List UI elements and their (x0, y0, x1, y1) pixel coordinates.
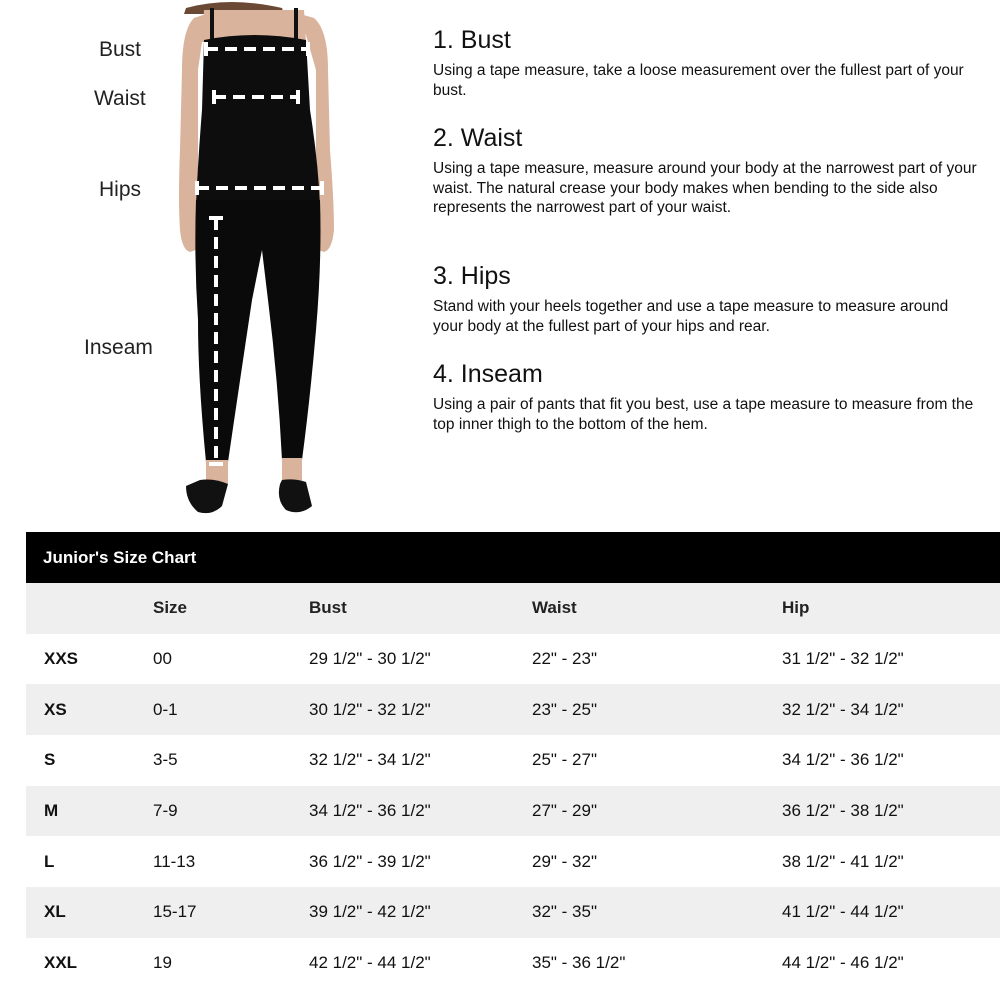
waist-cell: 29" - 32" (532, 851, 597, 871)
instruction-title: 2. Waist (433, 124, 523, 152)
hip-cell: 41 1/2" - 44 1/2" (782, 902, 904, 922)
instruction-inseam (433, 360, 978, 434)
table-row (26, 938, 1000, 989)
instruction-text: Using a tape measure, measure around your body at the narrowest part of your waist. The natural crease your body makes when bending to the side also represents the narrowest part of your waist. (433, 160, 977, 217)
table-header-row (26, 583, 1000, 634)
hip-cell: 31 1/2" - 32 1/2" (782, 649, 904, 669)
table-row (26, 836, 1000, 887)
waist-cell: 25" - 27" (532, 750, 597, 770)
instruction-text: Using a tape measure, take a loose measurement over the fullest part of your bust. (433, 62, 964, 99)
instruction-text: Stand with your heels together and use a tape measure to measure around your body at the fullest part of your hips and rear. (433, 298, 949, 335)
table-row (26, 634, 1000, 685)
instruction-bust (433, 26, 978, 100)
header-cell-bust: Bust (309, 598, 347, 618)
size-number-cell: 19 (153, 953, 172, 973)
bust-cell: 29 1/2" - 30 1/2" (309, 649, 431, 669)
bust-cell: 30 1/2" - 32 1/2" (309, 699, 431, 719)
instruction-hips (433, 262, 978, 336)
hip-cell: 32 1/2" - 34 1/2" (782, 699, 904, 719)
size-chart-title: Junior's Size Chart (26, 532, 1000, 583)
size-label-cell: XXS (44, 649, 79, 669)
size-label-cell: M (44, 801, 59, 821)
hips-label: Hips (99, 178, 142, 201)
size-number-cell: 3-5 (153, 750, 178, 770)
instruction-waist (433, 124, 978, 218)
size-label-cell: S (44, 750, 56, 770)
size-number-cell: 15-17 (153, 902, 197, 922)
hip-cell: 34 1/2" - 36 1/2" (782, 750, 904, 770)
measurement-figure (0, 0, 420, 530)
bust-cell: 42 1/2" - 44 1/2" (309, 953, 431, 973)
table-row (26, 786, 1000, 837)
waist-cell: 35" - 36 1/2" (532, 953, 626, 973)
instruction-title: 4. Inseam (433, 360, 543, 388)
size-label-cell: XL (44, 902, 66, 922)
size-label-cell: L (44, 851, 55, 871)
header-cell-waist: Waist (532, 598, 577, 618)
model-illustration (0, 0, 420, 530)
size-label-cell: XS (44, 699, 67, 719)
size-chart-table (26, 532, 1000, 989)
size-number-cell: 0-1 (153, 699, 178, 719)
size-number-cell: 7-9 (153, 801, 178, 821)
table-row (26, 887, 1000, 938)
bust-cell: 36 1/2" - 39 1/2" (309, 851, 431, 871)
table-row (26, 735, 1000, 786)
waist-cell: 27" - 29" (532, 801, 597, 821)
hip-cell: 44 1/2" - 46 1/2" (782, 953, 904, 973)
hip-cell: 38 1/2" - 41 1/2" (782, 851, 904, 871)
size-number-cell: 11-13 (153, 851, 196, 871)
inseam-label: Inseam (84, 336, 153, 359)
instruction-title: 3. Hips (433, 262, 511, 290)
bust-cell: 34 1/2" - 36 1/2" (309, 801, 431, 821)
bust-cell: 39 1/2" - 42 1/2" (309, 902, 431, 922)
table-row (26, 684, 1000, 735)
size-label-cell: XXL (44, 953, 78, 973)
hip-cell: 36 1/2" - 38 1/2" (782, 801, 904, 821)
waist-cell: 22" - 23" (532, 649, 597, 669)
header-cell-size: Size (153, 598, 188, 618)
waist-cell: 23" - 25" (532, 699, 597, 719)
waist-label: Waist (94, 87, 146, 110)
instruction-title: 1. Bust (433, 26, 511, 54)
bust-label: Bust (99, 38, 142, 61)
size-number-cell: 00 (153, 649, 172, 669)
waist-cell: 32" - 35" (532, 902, 597, 922)
header-cell-hip: Hip (782, 598, 810, 618)
instruction-text: Using a pair of pants that fit you best, use a tape measure to measure from the top inner thigh to the bottom of the hem. (433, 396, 974, 433)
bust-cell: 32 1/2" - 34 1/2" (309, 750, 431, 770)
